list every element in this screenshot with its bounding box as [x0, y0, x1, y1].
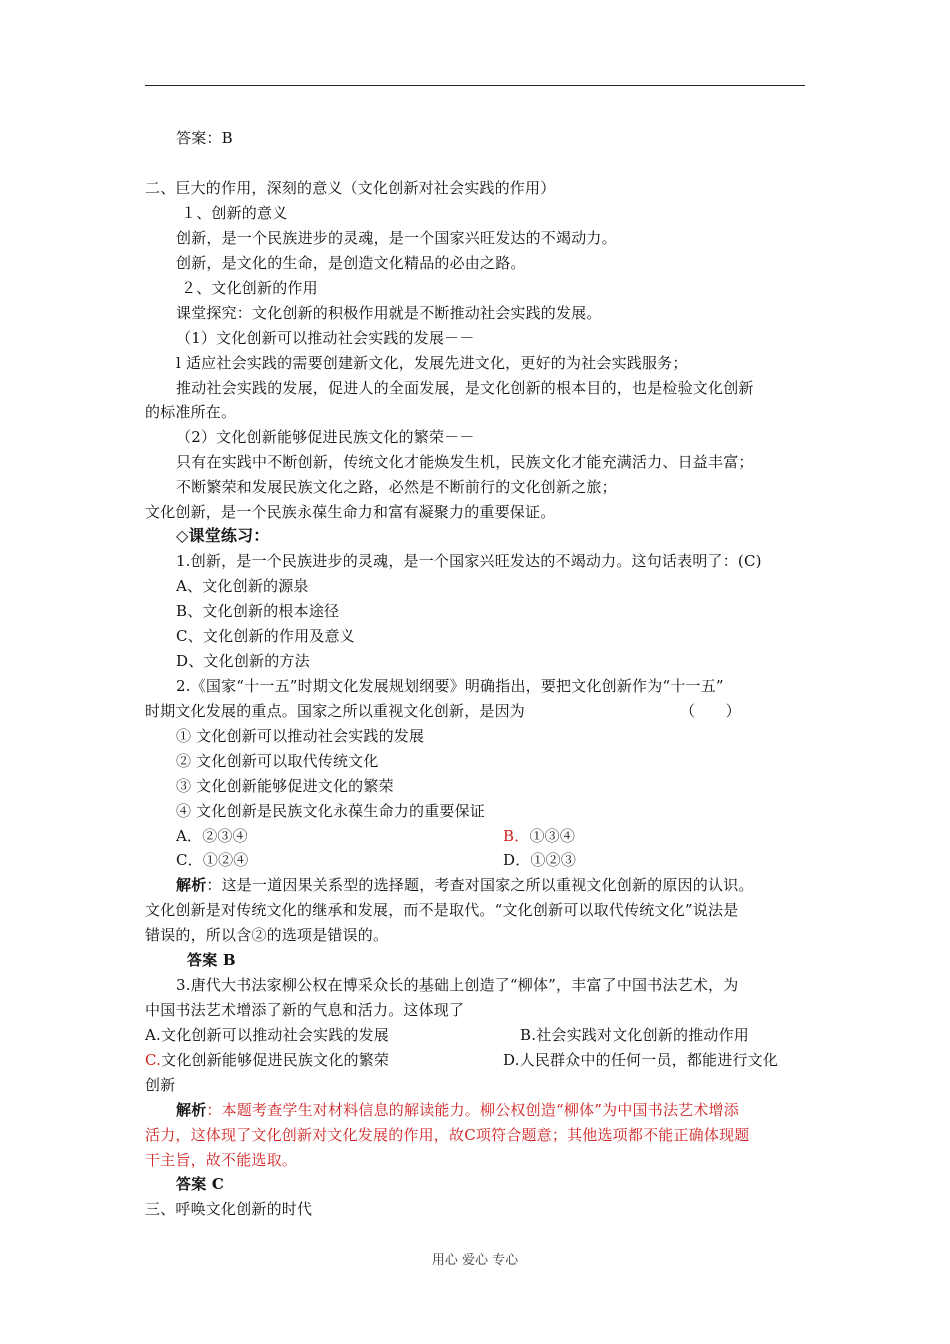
- question-2: 2.《国家“十一五”时期文化发展规划纲要》明确指出，要把文化创新作为“十一五”: [176, 677, 724, 695]
- paragraph: l 适应社会实践的需要创建新文化，发展先进文化，更好的为社会实践服务；: [176, 354, 688, 372]
- paragraph: 课堂探究：文化创新的积极作用就是不断推动社会实践的发展。: [176, 304, 602, 322]
- point-title: （1）文化创新可以推动社会实践的发展－－: [176, 329, 475, 347]
- point-title: （2）文化创新能够促进民族文化的繁荣－－: [176, 428, 475, 446]
- section3-title: 三、呼唤文化创新的时代: [145, 1200, 313, 1218]
- q1-option-c: C、文化创新的作用及意义: [176, 627, 355, 645]
- q3-option-b: B.社会实践对文化创新的推动作用: [520, 1026, 749, 1044]
- exercise-header: ◇课堂练习：: [176, 526, 270, 545]
- answer-top: 答案：B: [176, 129, 233, 147]
- q3-option-d: D.人民群众中的任何一员，都能进行文化: [503, 1051, 779, 1069]
- question-1: 1.创新，是一个民族进步的灵魂，是一个国家兴旺发达的不竭动力。这句话表明了：(C): [176, 552, 762, 570]
- q2-option-a: A．②③④: [176, 827, 248, 845]
- header-rule: [145, 85, 805, 86]
- q2-statement: ④ 文化创新是民族文化永葆生命力的重要保证: [176, 802, 485, 820]
- q3-option-d-cont: 创新: [145, 1076, 176, 1094]
- q3-analysis: 解析：本题考查学生对材料信息的解读能力。柳公权创造“柳体”为中国书法艺术增添: [176, 1101, 739, 1119]
- q2-option-d: D．①②③: [503, 851, 577, 869]
- paragraph: 推动社会实践的发展，促进人的全面发展，是文化创新的根本目的，也是检验文化创新: [176, 379, 754, 397]
- q2-option-c: C．①②④: [176, 851, 249, 869]
- answer-blank: （ ）: [680, 702, 741, 720]
- correct-option-letter: B．: [503, 827, 530, 845]
- q3-option-a: A.文化创新可以推动社会实践的发展: [145, 1026, 390, 1044]
- paragraph: 的标准所在。: [145, 403, 237, 421]
- subheading-1: １、创新的意义: [181, 204, 288, 222]
- q2-statement: ② 文化创新可以取代传统文化: [176, 752, 379, 770]
- question-3: 3.唐代大书法家柳公权在博采众长的基础上创造了“柳体”，丰富了中国书法艺术，为: [176, 976, 739, 994]
- q1-option-b: B、文化创新的根本途径: [176, 602, 340, 620]
- q3-analysis-cont: 活力，这体现了文化创新对文化发展的作用，故C项符合题意；其他选项都不能正确体现题: [145, 1126, 750, 1144]
- correct-option-letter: C.: [145, 1051, 162, 1069]
- q1-option-d: D、文化创新的方法: [176, 652, 310, 670]
- paragraph: 文化创新，是一个民族永葆生命力和富有凝聚力的重要保证。: [145, 503, 556, 521]
- q2-answer: 答案 B: [187, 951, 236, 969]
- q2-statement: ③ 文化创新能够促进文化的繁荣: [176, 777, 394, 795]
- page-footer: 用心 爱心 专心: [431, 1253, 519, 1268]
- subheading-2: ２、文化创新的作用: [181, 279, 318, 297]
- q3-analysis-cont: 干主旨，故不能选取。: [145, 1151, 298, 1169]
- paragraph: 只有在实践中不断创新，传统文化才能焕发生机，民族文化才能充满活力、日益丰富；: [176, 453, 754, 471]
- q3-answer: 答案 C: [176, 1175, 224, 1193]
- q2-analysis-cont: 错误的，所以含②的选项是错误的。: [145, 926, 389, 944]
- q3-option-c: C.文化创新能够促进民族文化的繁荣: [145, 1051, 390, 1069]
- paragraph: 不断繁荣和发展民族文化之路，必然是不断前行的文化创新之旅；: [176, 478, 617, 496]
- question-2-cont: 时期文化发展的重点。国家之所以重视文化创新，是因为: [145, 702, 526, 720]
- q2-option-b: B．①③④: [503, 827, 576, 845]
- q2-statement: ① 文化创新可以推动社会实践的发展: [176, 727, 425, 745]
- paragraph: 创新，是一个民族进步的灵魂，是一个国家兴旺发达的不竭动力。: [176, 229, 617, 247]
- q1-option-a: A、文化创新的源泉: [176, 577, 309, 595]
- paragraph: 创新，是文化的生命，是创造文化精品的必由之路。: [176, 254, 526, 272]
- q2-analysis-cont: 文化创新是对传统文化的继承和发展，而不是取代。“文化创新可以取代传统文化”说法是: [145, 901, 739, 919]
- question-3-cont: 中国书法艺术增添了新的气息和活力。这体现了: [145, 1001, 465, 1019]
- q2-analysis: 解析：这是一道因果关系型的选择题，考查对国家之所以重视文化创新的原因的认识。: [176, 876, 754, 894]
- section2-title: 二、巨大的作用，深刻的意义（文化创新对社会实践的作用）: [145, 179, 556, 197]
